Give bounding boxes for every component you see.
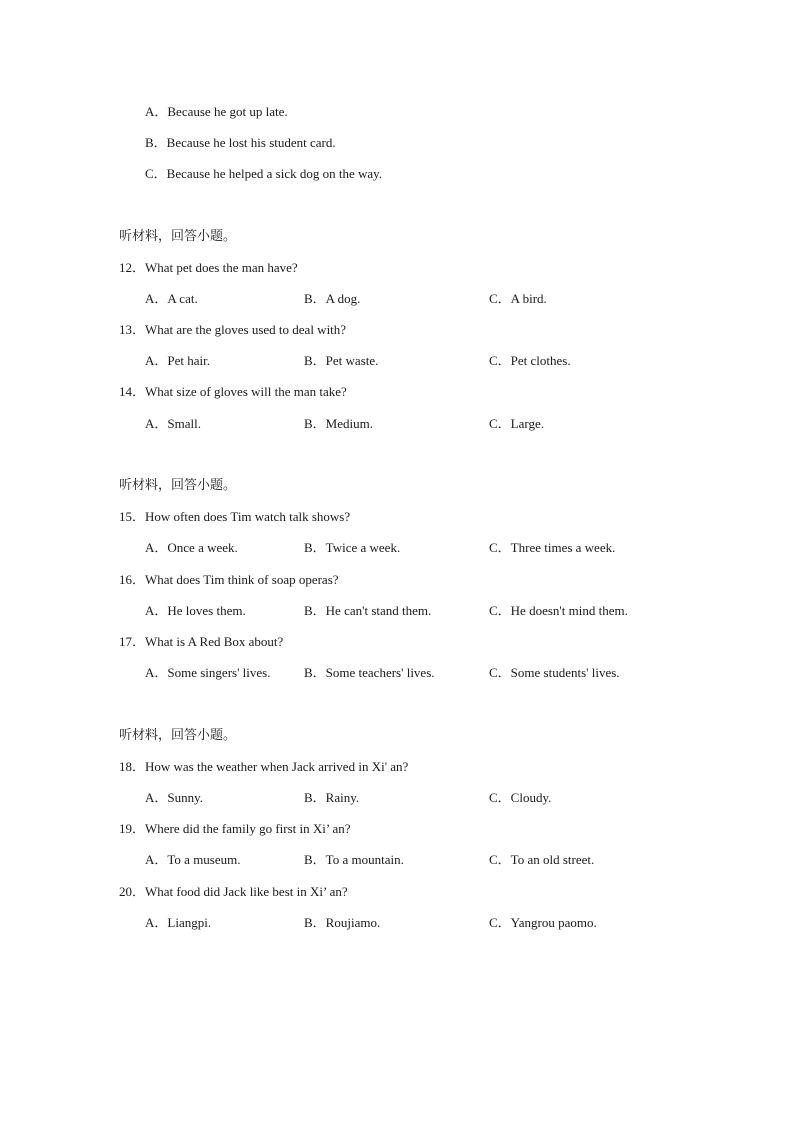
option-13-c: C．Pet clothes. [489, 353, 571, 368]
option-16-c: C．He doesn't mind them. [489, 603, 628, 618]
option-17-c: C．Some students' lives. [489, 665, 620, 680]
option-19-b: B．To a mountain. [304, 852, 404, 867]
option-18-a: A．Sunny. [145, 790, 204, 805]
option-12-a: A．A cat. [145, 291, 198, 306]
option-18-c: C．Cloudy. [489, 790, 552, 805]
question-20: 20．What food did Jack like best in Xi’ an? [119, 884, 348, 899]
question-12: 12．What pet does the man have? [119, 260, 298, 275]
question-13: 13．What are the gloves used to deal with? [119, 322, 347, 337]
option-14-a: A．Small. [145, 416, 201, 431]
question-16: 16．What does Tim think of soap operas? [119, 572, 339, 587]
option-20-c: C．Yangrou paomo. [489, 915, 597, 930]
question-14: 14．What size of gloves will the man take? [119, 384, 347, 399]
question-15: 15．How often does Tim watch talk shows? [119, 509, 351, 524]
question-18: 18．How was the weather when Jack arrived in Xi' an? [119, 759, 409, 774]
option-19-a: A．To a museum. [145, 852, 241, 867]
option-13-a: A．Pet hair. [145, 353, 210, 368]
option-15-a: A．Once a week. [145, 540, 238, 555]
prev-option-c: C．Because he helped a sick dog on the way. [145, 166, 383, 181]
option-20-b: B．Roujiamo. [304, 915, 381, 930]
option-19-c: C．To an old street. [489, 852, 595, 867]
section-heading: 听材料，回答小题。 [119, 728, 237, 743]
option-12-b: B．A dog. [304, 291, 361, 306]
option-16-b: B．He can't stand them. [304, 603, 432, 618]
option-15-b: B．Twice a week. [304, 540, 401, 555]
option-12-c: C．A bird. [489, 291, 547, 306]
option-15-c: C．Three times a week. [489, 540, 616, 555]
prev-option-a: A．Because he got up late. [145, 104, 288, 119]
section-heading: 听材料，回答小题。 [119, 478, 237, 493]
section-heading: 听材料，回答小题。 [119, 229, 237, 244]
option-18-b: B．Rainy. [304, 790, 360, 805]
option-20-a: A．Liangpi. [145, 915, 212, 930]
option-14-b: B．Medium. [304, 416, 373, 431]
option-14-c: C．Large. [489, 416, 544, 431]
question-17: 17．What is A Red Box about? [119, 634, 284, 649]
question-19: 19．Where did the family go first in Xi’ an? [119, 821, 351, 836]
prev-option-b: B．Because he lost his student card. [145, 135, 336, 150]
option-17-a: A．Some singers' lives. [145, 665, 271, 680]
option-13-b: B．Pet waste. [304, 353, 379, 368]
option-16-a: A．He loves them. [145, 603, 246, 618]
option-17-b: B．Some teachers' lives. [304, 665, 435, 680]
